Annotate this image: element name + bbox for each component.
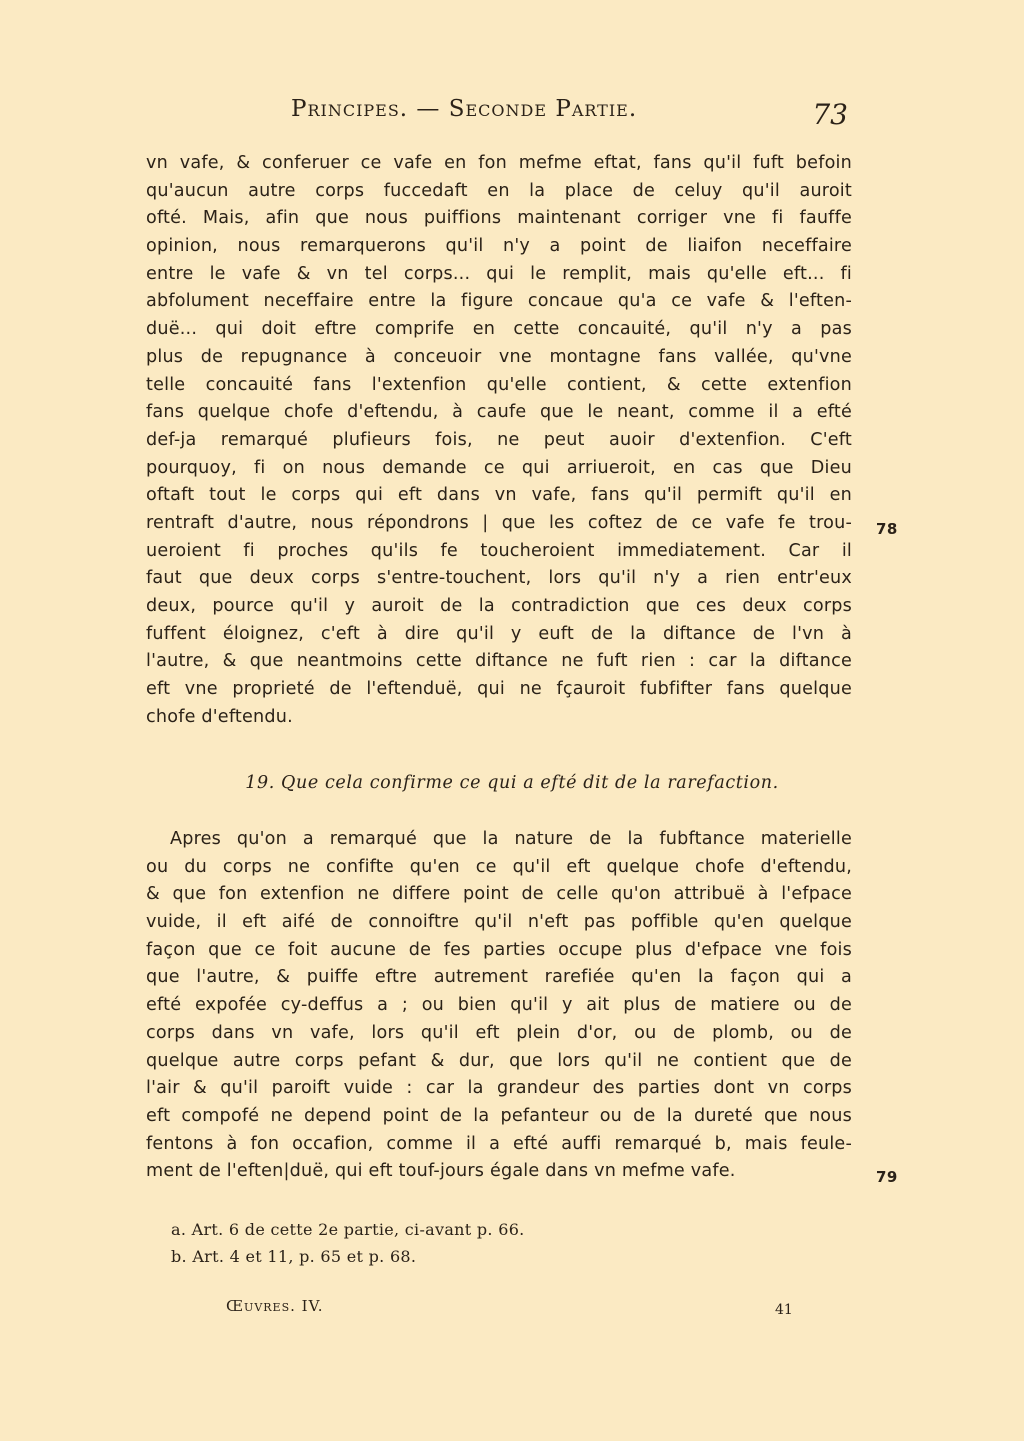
text-line: & que fon extenfion ne differe point de celle qu'on attribuë à l'efpace [146, 884, 852, 905]
text-line: abfolument neceffaire entre la figure concaue qu'a ce vafe & l'eften- [146, 291, 852, 312]
text-line: ofté. Mais, afin que nous puiffions maintenant corriger vne fi fauffe [146, 208, 852, 229]
text-line: fuffent éloignez, c'eft à dire qu'il y euft de la diftance de l'vn à [146, 623, 852, 644]
text-line: duë... qui doit eftre comprife en cette concauité, qu'il n'y a pas [146, 319, 852, 340]
text-line: fentons à fon occafion, comme il a efté auffi remarqué b, mais feule- [146, 1133, 852, 1154]
text-line: corps dans vn vafe, lors qu'il eft plein d'or, ou de plomb, ou de [146, 1022, 852, 1043]
text-line: def-ja remarqué plufieurs fois, ne peut auoir d'extenfion. C'eft [146, 429, 852, 450]
text-line: quelque autre corps pefant & dur, que lors qu'il ne contient que de [146, 1050, 852, 1071]
footnote-b: b. Art. 4 et 11, p. 65 et p. 68. [171, 1247, 417, 1266]
text-line: que l'autre, & puiffe eftre autrement rarefiée qu'en la façon qui a [146, 967, 852, 988]
paragraph-1 [146, 150, 852, 731]
text-line: vuide, il eft aifé de connoiftre qu'il n'eft pas poffible qu'en quelque [146, 912, 852, 933]
text-line: eft vne proprieté de l'eftenduë, qui ne fçauroit fubfifter fans quelque [146, 679, 852, 700]
text-line: l'air & qu'il paroift vuide : car la grandeur des parties dont vn corps [146, 1078, 852, 1099]
text-line: l'autre, & que neantmoins cette diftance ne fuft rien : car la diftance [146, 651, 852, 672]
text-line: eft compofé ne depend point de la pefanteur ou de la dureté que nous [146, 1105, 852, 1126]
text-line: qu'aucun autre corps fuccedaft en la place de celuy qu'il auroit [146, 180, 852, 201]
text-line: ueroient fi proches qu'ils fe toucheroient immediatement. Car il [146, 540, 852, 561]
paragraph-2 [146, 826, 852, 1186]
running-title: Principes. — Seconde Partie. [291, 96, 638, 122]
footer-volume: Œuvres. IV. [226, 1297, 324, 1315]
text-line: entre le vafe & vn tel corps... qui le remplit, mais qu'elle eft... fi [146, 263, 852, 284]
footer-signature: 41 [775, 1302, 793, 1318]
text-line: oftaft tout le corps qui eft dans vn vafe, fans qu'il permift qu'il en [146, 485, 852, 506]
margin-page-marker: 79 [876, 1168, 898, 1186]
text-line: deux, pource qu'il y auroit de la contradiction que ces deux corps [146, 596, 852, 616]
text-line: efté expofée cy-deffus a ; ou bien qu'il y ait plus de matiere ou de [146, 995, 852, 1016]
footnotes [171, 1216, 525, 1270]
text-line: rentraft d'autre, nous répondrons | que les coftez de ce vafe fe trou- [146, 512, 852, 533]
text-line: pourquoy, fi on nous demande ce qui arriueroit, en cas que Dieu [146, 457, 852, 478]
text-line: vn vafe, & conferuer ce vafe en fon mefme eftat, fans qu'il fuft befoin [146, 153, 852, 173]
text-line: Apres qu'on a remarqué que la nature de la fubftance materielle [170, 829, 852, 849]
text-line: ou du corps ne confifte qu'en ce qu'il eft quelque chofe d'eftendu, [146, 856, 852, 877]
margin-page-marker: 78 [876, 520, 898, 538]
text-line: faut que deux corps s'entre-touchent, lors qu'il n'y a rien entr'eux [146, 568, 852, 589]
text-line: ment de l'eften|duë, qui eft touf-jours égale dans vn mefme vafe. [146, 1161, 736, 1182]
text-line: façon que ce foit aucune de fes parties occupe plus d'efpace vne fois [146, 939, 852, 960]
page-number: 73 [812, 98, 848, 131]
text-line: chofe d'eftendu. [146, 706, 293, 727]
section-heading: 19. Que cela confirme ce qui a efté dit de la rarefaction. [245, 773, 779, 793]
running-header [148, 96, 848, 136]
footnote-a: a. Art. 6 de cette 2e partie, ci-avant p. 66. [171, 1220, 525, 1239]
text-line: fans quelque chofe d'eftendu, à caufe que le neant, comme il a efté [146, 402, 852, 423]
text-line: opinion, nous remarquerons qu'il n'y a point de liaifon neceffaire [146, 236, 852, 257]
text-line: plus de repugnance à conceuoir vne montagne fans vallée, qu'vne [146, 346, 852, 367]
text-line: telle concauité fans l'extenfion qu'elle contient, & cette extenfion [146, 374, 852, 395]
